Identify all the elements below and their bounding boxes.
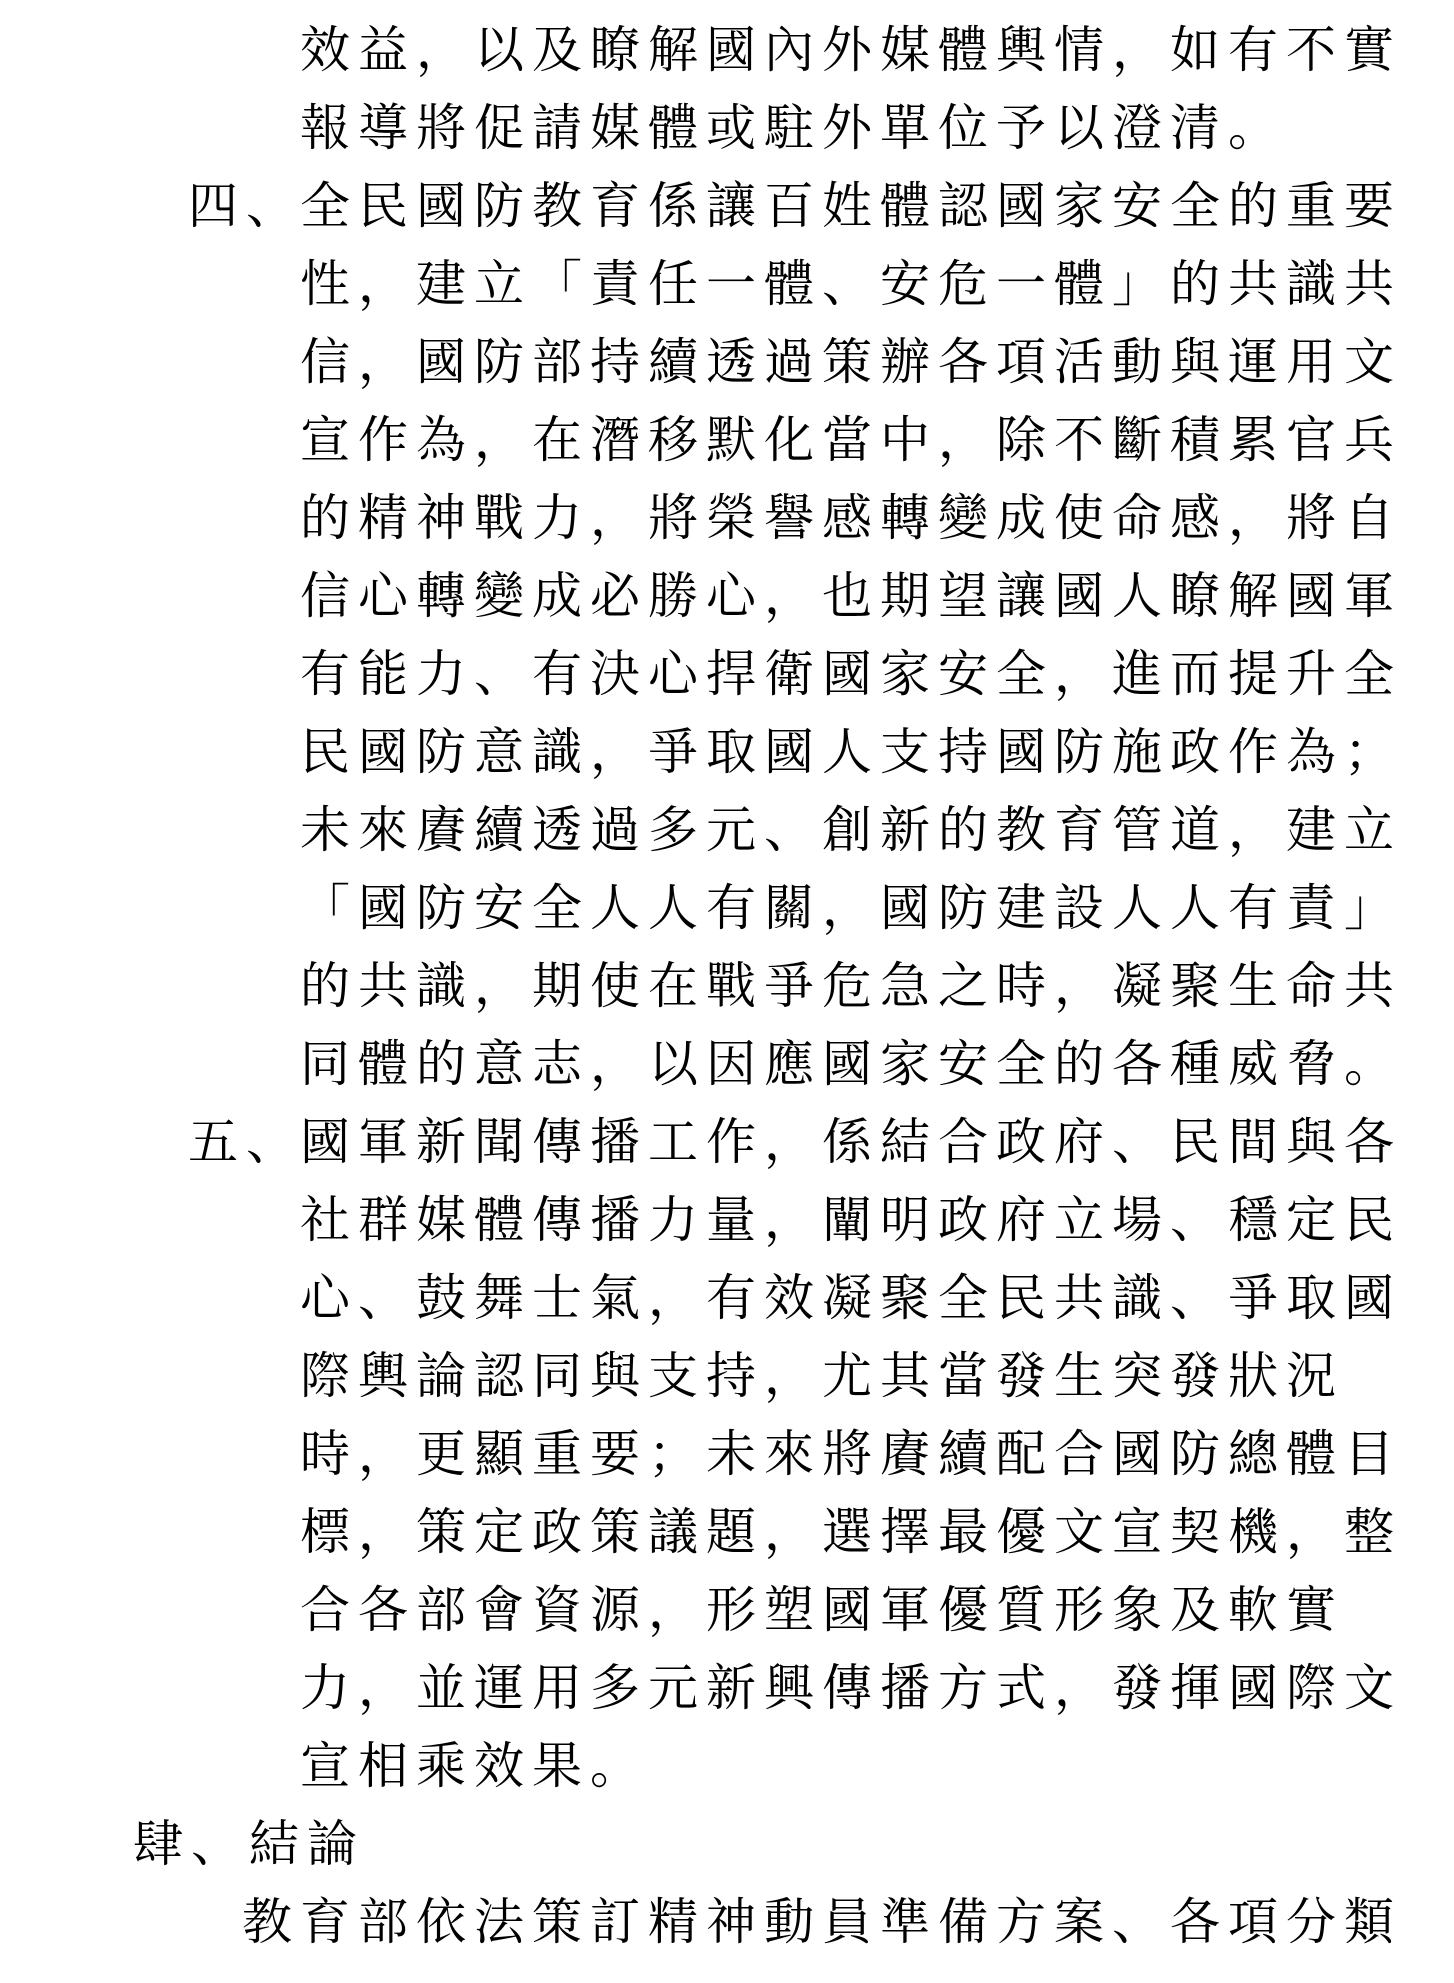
text-line: 國軍新聞傳播工作，係結合政府、民間與各: [300, 1113, 1402, 1171]
text-line: 教育部依法策訂精神動員準備方案、各項分類: [242, 1893, 1402, 1951]
text-line: 「國防安全人人有關，國防建設人人有責」: [300, 879, 1402, 937]
text-line: 力，並運用多元新興傳播方式，發揮國際文: [300, 1659, 1402, 1717]
text-line: 宣作為，在潛移默化當中，除不斷積累官兵: [300, 411, 1402, 469]
text-line: 有能力、有決心捍衛國家安全，進而提升全: [300, 645, 1402, 703]
list-marker: 四、: [188, 177, 304, 235]
section-heading: 肆、結論: [133, 1815, 365, 1873]
list-marker: 五、: [188, 1113, 304, 1171]
text-line: 宣相乘效果。: [300, 1737, 648, 1795]
text-line: 全民國防教育係讓百姓體認國家安全的重要: [300, 177, 1402, 235]
text-line: 民國防意識，爭取國人支持國防施政作為；: [300, 723, 1402, 781]
text-line: 效益，以及瞭解國內外媒體輿情，如有不實: [300, 21, 1402, 79]
text-line: 社群媒體傳播力量，闡明政府立場、穩定民: [300, 1191, 1402, 1249]
text-line: 同體的意志，以因應國家安全的各種威脅。: [300, 1035, 1402, 1093]
text-line: 報導將促請媒體或駐外單位予以澄清。: [300, 99, 1286, 157]
text-line: 信，國防部持續透過策辦各項活動與運用文: [300, 333, 1402, 391]
text-line: 性，建立「責任一體、安危一體」的共識共: [300, 255, 1402, 313]
text-line: 未來賡續透過多元、創新的教育管道，建立: [300, 801, 1402, 859]
text-line: 合各部會資源，形塑國軍優質形象及軟實: [300, 1581, 1344, 1639]
text-line: 際輿論認同與支持，尤其當發生突發狀況: [300, 1347, 1344, 1405]
text-line: 的精神戰力，將榮譽感轉變成使命感，將自: [300, 489, 1402, 547]
text-line: 信心轉變成必勝心，也期望讓國人瞭解國軍: [300, 567, 1402, 625]
text-line: 時，更顯重要；未來將賡續配合國防總體目: [300, 1425, 1402, 1483]
text-line: 標，策定政策議題，選擇最優文宣契機，整: [300, 1503, 1402, 1561]
text-line: 的共識，期使在戰爭危急之時，凝聚生命共: [300, 957, 1402, 1015]
text-line: 心、鼓舞士氣，有效凝聚全民共識、爭取國: [300, 1269, 1402, 1327]
